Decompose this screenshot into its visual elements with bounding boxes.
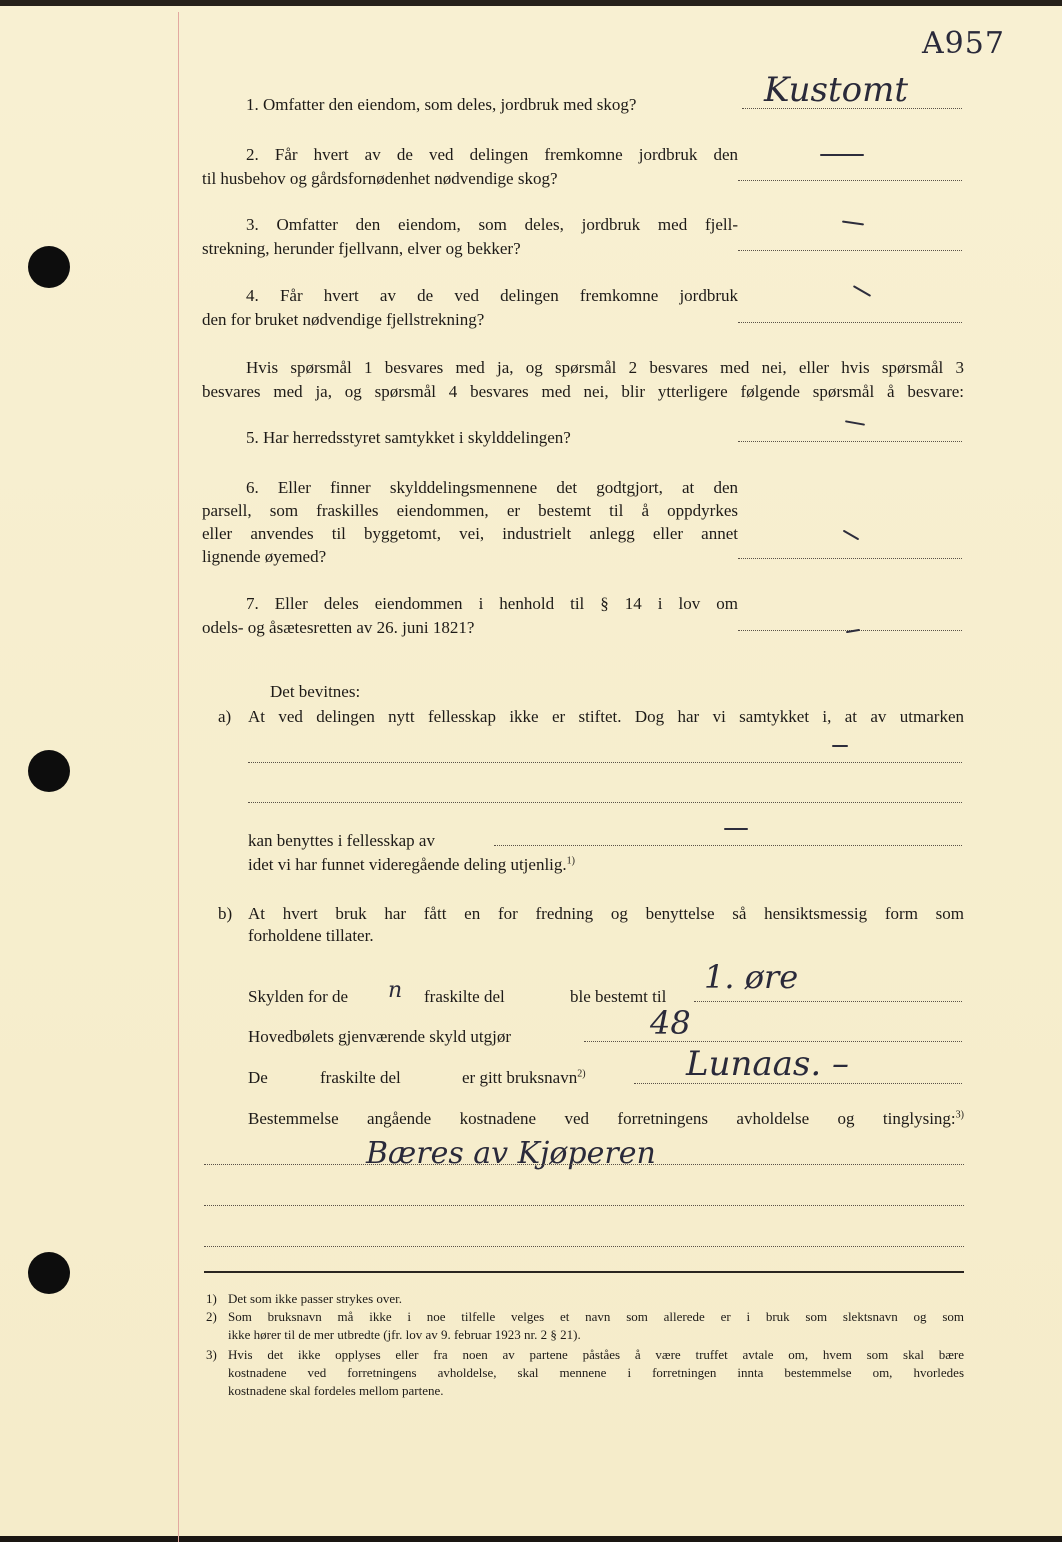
question-7-line-1: 7. Eller deles eiendommen i henhold til § 14 i lov om <box>246 594 738 613</box>
question-6-line-1: 6. Eller finner skylddelingsmennene det godtgjort, at den <box>246 478 738 497</box>
answer-line-6 <box>738 558 962 559</box>
page-number: A957 <box>922 26 1005 61</box>
attest-heading: Det bevitnes: <box>270 682 361 701</box>
question-2-line-1: 2. Får hvert av de ved delingen fremkomne jordbruk den <box>246 145 738 164</box>
footnote-3-line-1: Hvis det ikke opplyses eller fra noen av partene påståes å være truffet avtale om, hvem som skal bære <box>228 1347 964 1362</box>
utmark-line-1 <box>248 762 962 763</box>
question-3-line-1: 3. Omfatter den eiendom, som deles, jordbruk med fjell- <box>246 215 738 234</box>
answer-line-3 <box>738 250 962 251</box>
bruksnavn-label-1: De <box>248 1068 268 1087</box>
footnote-1: Det som ikke passer strykes over. <box>228 1291 403 1306</box>
question-4-line-2: den for bruket nødvendige fjellstrekning? <box>202 310 485 329</box>
answer-line-4 <box>738 322 962 323</box>
kostnad-line-3 <box>204 1246 964 1247</box>
hovedbol-value: 48 <box>650 1004 691 1042</box>
skyld-value: 1. øre <box>704 958 799 996</box>
answer-line-2 <box>738 180 962 181</box>
question-2-line-2: til husbehov og gårdsfornødenhet nødvendige skog? <box>202 169 558 188</box>
skyld-label-1: Skylden for de <box>248 987 349 1006</box>
bruksnavn-label-3: er gitt bruksnavn$^{2)}$ <box>462 1068 586 1087</box>
footnote-2-ref: 2) <box>206 1309 217 1324</box>
question-6-line-2: parsell, som fraskilles eiendommen, er bestemt til å oppdyrkes <box>202 501 738 520</box>
skyld-label-2: fraskilte del <box>424 987 505 1006</box>
skyld-handwritten-n: n <box>388 978 403 1003</box>
question-6-line-3: eller anvendes til byggetomt, vei, industrielt anlegg eller annet <box>202 524 738 543</box>
attest-a-text: At ved delingen nytt fellesskap ikke er stiftet. Dog har vi samtykket i, at av utmarken <box>248 707 964 726</box>
question-1: 1. Omfatter den eiendom, som deles, jordbruk med skog? <box>246 95 637 114</box>
punch-hole-top <box>28 246 70 288</box>
kostnad-line-1 <box>204 1164 964 1165</box>
footnote-2-line-2: ikke hører til de mer utbredte (jfr. lov av 9. februar 1923 nr. 2 § 21). <box>228 1327 581 1342</box>
kostnad-value: Bæres av Kjøperen <box>366 1136 656 1171</box>
question-6-line-4: lignende øyemed? <box>202 547 327 566</box>
answer-1: Kustomt <box>764 70 909 110</box>
footnote-3-line-2: kostnadene ved forretningens avholdelse, skal mennene i forretningen innta bestemmelse om, hvorledes <box>228 1365 964 1380</box>
kostnad-line-2 <box>204 1205 964 1206</box>
attest-b-line-2: forholdene tillater. <box>248 926 374 945</box>
skyld-label-3: ble bestemt til <box>570 987 667 1006</box>
condition-line-1: Hvis spørsmål 1 besvares med ja, og spørsmål 2 besvares med nei, eller hvis spørsmål 3 <box>246 358 964 377</box>
attest-b-line-1: At hvert bruk har fått en for fredning og benyttelse så hensiktsmessig form som <box>248 904 964 923</box>
question-7-line-2: odels- og åsætesretten av 26. juni 1821? <box>202 618 475 637</box>
reason-text: idet vi har funnet videregående deling utjenlig.$^{1)}$ <box>248 855 575 874</box>
footnote-rule <box>204 1271 964 1273</box>
footnote-2-line-1: Som bruksnavn må ikke i noe tilfelle velges et navn som allerede er i bruk som slektsnavn og som <box>228 1309 964 1324</box>
attest-a-dash <box>832 745 848 747</box>
kostnad-label: Bestemmelse angående kostnadene ved forretningens avholdelse og tinglysing:$^{3)}$ <box>248 1109 964 1128</box>
attest-a-label: a) <box>218 707 232 726</box>
bruksnavn-value: Lunaas. – <box>686 1044 849 1084</box>
footnote-3-line-3: kostnadene skal fordeles mellom partene. <box>228 1383 444 1398</box>
attest-b-label: b) <box>218 904 233 923</box>
skyld-value-line <box>694 1001 962 1002</box>
hovedbol-label: Hovedbølets gjenværende skyld utgjør <box>248 1027 511 1046</box>
footnote-1-ref: 1) <box>206 1291 217 1306</box>
footnote-3-ref: 3) <box>206 1347 217 1362</box>
question-4-line-1: 4. Får hvert av de ved delingen fremkomne jordbruk <box>246 286 738 305</box>
bruksnavn-label-2: fraskilte del <box>320 1068 401 1087</box>
utmark-line-2 <box>248 802 962 803</box>
hovedbol-value-line <box>584 1041 962 1042</box>
common-use-label: kan benyttes i fellesskap av <box>248 831 435 850</box>
common-use-line <box>494 845 962 846</box>
answer-line-5 <box>738 441 962 442</box>
margin-line <box>178 12 179 1542</box>
punch-hole-middle <box>28 750 70 792</box>
question-3-line-2: strekning, herunder fjellvann, elver og bekker? <box>202 239 521 258</box>
question-5: 5. Har herredsstyret samtykket i skylddelingen? <box>246 428 571 447</box>
condition-line-2: besvares med ja, og spørsmål 4 besvares med nei, blir ytterligere følgende spørsmål å besvare: <box>202 382 964 401</box>
common-use-dash <box>724 828 748 830</box>
answer-2-dash <box>820 154 864 156</box>
punch-hole-bottom <box>28 1252 70 1294</box>
